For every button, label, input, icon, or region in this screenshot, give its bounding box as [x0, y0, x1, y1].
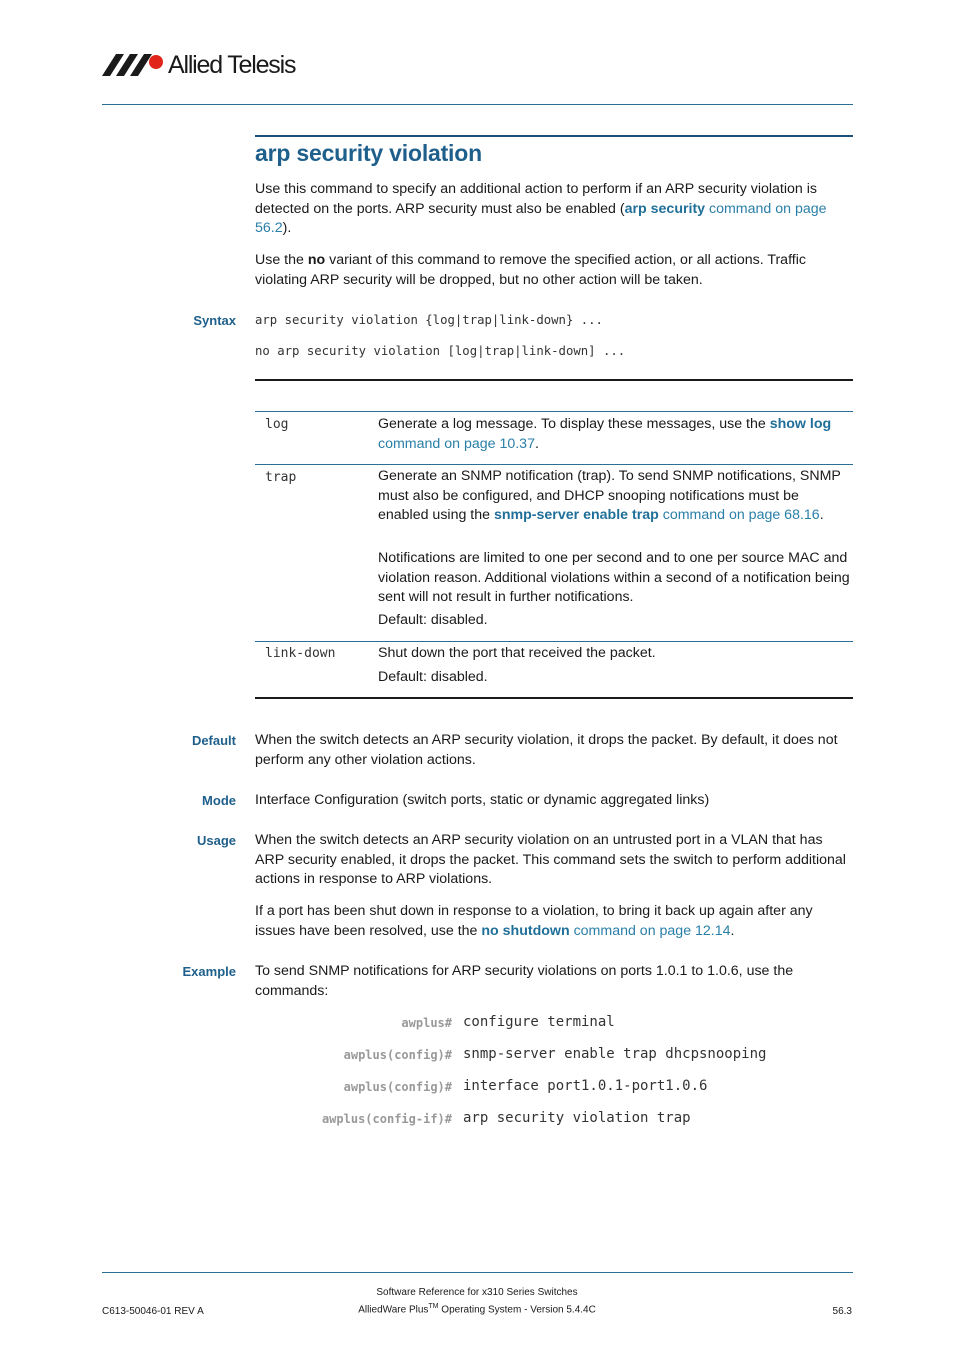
cli-command: arp security violation trap	[463, 1110, 691, 1126]
syntax-line-2: no arp security violation [log|trap|link-down] ...	[255, 344, 626, 358]
table-row-divider	[255, 411, 853, 412]
intro-paragraph-1	[255, 180, 853, 239]
intro-text: Use this command to specify an additional action to perform if an ARP security violation is detected on the ports. ARP security must also be enabled (	[255, 181, 817, 217]
no-shutdown-link-bold: no shutdown	[481, 922, 570, 939]
no-shutdown-link[interactable]	[481, 923, 730, 939]
logo-mark-icon	[102, 54, 164, 76]
intro-paragraph-2	[255, 251, 853, 290]
usage-label: Usage	[196, 833, 236, 848]
command-line	[0, 1078, 954, 1098]
page-title: arp security violation	[255, 140, 482, 166]
syntax-label: Syntax	[193, 313, 236, 328]
usage-text-end: .	[730, 922, 735, 939]
no-keyword: no	[307, 252, 326, 268]
title-bar	[255, 135, 853, 137]
desc-text: Generate an SNMP notification (trap). To send SNMP notifications, SNMP must also be configured, and DHCP snooping notifications must be enabled using the	[378, 468, 841, 523]
footer-doc-id: C613-50046-01 REV A	[102, 1306, 204, 1317]
cli-prompt: awplus(config)#	[343, 1048, 452, 1062]
param-trap-note: Notifications are limited to one per second and to one per source MAC and violation reason. Additional violations within a second of a notification being sent will not result in further notifications.	[378, 550, 850, 605]
cli-prompt: awplus(config-if)#	[321, 1112, 452, 1126]
param-trap-description	[378, 467, 852, 526]
usage-paragraph-2	[255, 902, 853, 941]
mode-label: Mode	[202, 793, 236, 808]
desc-text-end: .	[534, 435, 539, 452]
footer-rule	[102, 1272, 853, 1273]
show-log-link-rest: command on page 10.37	[378, 435, 535, 452]
footer-title: Software Reference for x310 Series Switches	[376, 1287, 578, 1298]
footer-subtitle	[0, 1303, 954, 1315]
param-link-down-default: Default: disabled.	[378, 669, 488, 685]
param-trap: trap	[265, 470, 297, 485]
table-row-divider	[255, 641, 853, 642]
desc-text: Generate a log message. To display these messages, use the	[378, 416, 770, 432]
cli-prompt: awplus#	[401, 1016, 452, 1030]
default-label: Default	[191, 733, 236, 748]
snmp-link-rest: command on page 68.16	[658, 507, 820, 523]
snmp-link-bold: snmp-server enable trap	[493, 507, 659, 523]
footer-product: AlliedWare Plus	[358, 1304, 429, 1316]
cli-command: configure terminal	[463, 1014, 615, 1030]
param-log: log	[265, 417, 289, 432]
show-log-link-bold: show log	[769, 416, 832, 432]
header-rule	[102, 104, 853, 105]
desc-text-end: .	[819, 507, 824, 523]
footer-trademark: TM	[428, 1303, 439, 1310]
footer-page-number: 56.3	[832, 1306, 852, 1317]
command-line	[0, 1014, 954, 1034]
logo-text: Allied Telesis	[168, 50, 296, 79]
table-row-divider	[255, 464, 853, 465]
intro-text-end: ).	[282, 220, 292, 236]
example-text: To send SNMP notifications for ARP security violations on ports 1.0.1 to 1.0.6, use the commands:	[255, 963, 794, 999]
arp-security-link-rest: command on page 56.2	[255, 200, 827, 236]
param-link-down-description: Shut down the port that received the packet.	[378, 645, 656, 661]
table-top-rule	[255, 379, 853, 381]
usage-text: If a port has been shut down in response to a violation, to bring it back up again after any issues have been resolved, use the	[255, 903, 813, 939]
command-line	[0, 1110, 954, 1130]
intro-text: Use the	[255, 252, 308, 268]
param-link-down: link-down	[265, 646, 336, 661]
syntax-line-1: arp security violation {log|trap|link-down} ...	[255, 313, 603, 327]
table-bottom-rule	[255, 697, 853, 699]
param-trap-default: Default: disabled.	[378, 612, 488, 628]
param-log-description	[378, 415, 852, 454]
footer-version: Operating System - Version 5.4.4C	[438, 1304, 596, 1316]
cli-command: snmp-server enable trap dhcpsnooping	[463, 1046, 767, 1062]
cli-prompt: awplus(config)#	[343, 1080, 452, 1094]
arp-security-link-bold: arp security	[624, 200, 706, 217]
command-line	[0, 1046, 954, 1066]
usage-paragraph-1: When the switch detects an ARP security violation on an untrusted port in a VLAN that has ARP security enabled, it drops the packet. This command sets the switch to perform additional actions in response to ARP violations.	[255, 832, 846, 887]
mode-text: Interface Configuration (switch ports, static or dynamic aggregated links)	[255, 792, 710, 808]
example-label: Example	[182, 964, 236, 979]
intro-text-end: variant of this command to remove the specified action, or all actions. Traffic violating ARP security will be dropped, but no other action will be taken.	[255, 252, 806, 288]
snmp-server-enable-trap-link[interactable]	[494, 507, 820, 523]
default-text: When the switch detects an ARP security violation, it drops the packet. By default, it does not perform any other violation actions.	[255, 732, 838, 768]
cli-command: interface port1.0.1-port1.0.6	[463, 1078, 708, 1094]
allied-telesis-logo	[102, 50, 295, 80]
no-shutdown-link-rest: command on page 12.14	[569, 922, 731, 939]
